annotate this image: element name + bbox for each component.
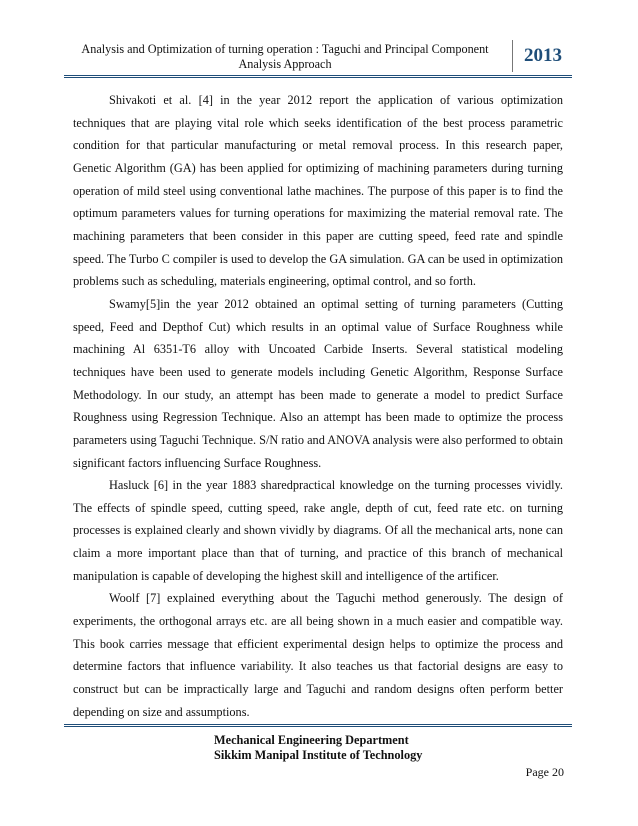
footer-institute: Sikkim Manipal Institute of Technology bbox=[214, 748, 423, 762]
footer-divider bbox=[64, 724, 572, 727]
footer-department-block bbox=[214, 733, 422, 763]
paragraph-hasluck: Hasluck [6] in the year 1883 sharedpractical knowledge on the turning processes vividly. The effects of spindle speed, cutting speed, rake angle, depth of cut, feed rate etc. on turning processes is explained clearly and shown vividly by diagrams. Of all the mechanical arts, none can claim a more important place than that of turning, and practice of this branch of mechanical manipulation is capable of developing the highest skill and intelligence of the artificer. bbox=[73, 478, 563, 583]
page-header bbox=[64, 40, 572, 74]
header-title-line1: Analysis and Optimization of turning operation : Taguchi and Principal Component bbox=[81, 42, 489, 56]
header-title bbox=[64, 42, 506, 72]
body-text bbox=[73, 89, 563, 723]
paragraph-shivakoti: Shivakoti et al. [4] in the year 2012 report the application of various optimization techniques that are playing vital role which seeks identification of the best process parametric condition for that particular manufacturing or metal removal process. In this research paper, Genetic Algorithm (GA) has been applied for optimizing of machining parameters during turning operation of mild steel using conventional lathe machines. The purpose of this paper is to find the optimum parameters values for turning operations for maximizing the material removal rate. The machining parameters that been consider in this paper are cutting speed, feed rate and spindle speed. The Turbo C compiler is used to develop the GA simulation. GA can be used in optimization problems such as scheduling, materials engineering, optimal control, and so forth. bbox=[73, 93, 563, 289]
header-title-line2: Analysis Approach bbox=[238, 57, 332, 71]
paragraph-swamy: Swamy[5]in the year 2012 obtained an optimal setting of turning parameters (Cutting speed, Feed and Depthof Cut) which results in an optimal value of Surface Roughness while machining Al 6351-T6 alloy with Uncoated Carbide Inserts. Several statistical modeling techniques have been used to generate models including Genetic Algorithm, Response Surface Methodology. In our study, an attempt has been made to generate a model to predict Surface Roughness using Regression Technique. Also an attempt has been made to optimize the process parameters using Taguchi Technique. S/N ratio and ANOVA analysis were also performed to obtain significant factors influencing Surface Roughness. bbox=[73, 296, 563, 470]
paragraph-woolf: Woolf [7] explained everything about the Taguchi method generously. The design of experiments, the orthogonal arrays etc. are all being shown in a much easier and compatible way. This book carries message that efficient experimental design helps to optimize the process and determine factors that influence variability. It also teaches us that factorial designs are easy to construct but can be impractically large and Taguchi and random designs often perform better depending on size and assumptions. bbox=[73, 591, 563, 719]
header-year: 2013 bbox=[512, 40, 573, 72]
footer-department: Mechanical Engineering Department bbox=[214, 733, 409, 747]
page-number: Page 20 bbox=[525, 765, 564, 779]
header-divider bbox=[64, 75, 572, 78]
